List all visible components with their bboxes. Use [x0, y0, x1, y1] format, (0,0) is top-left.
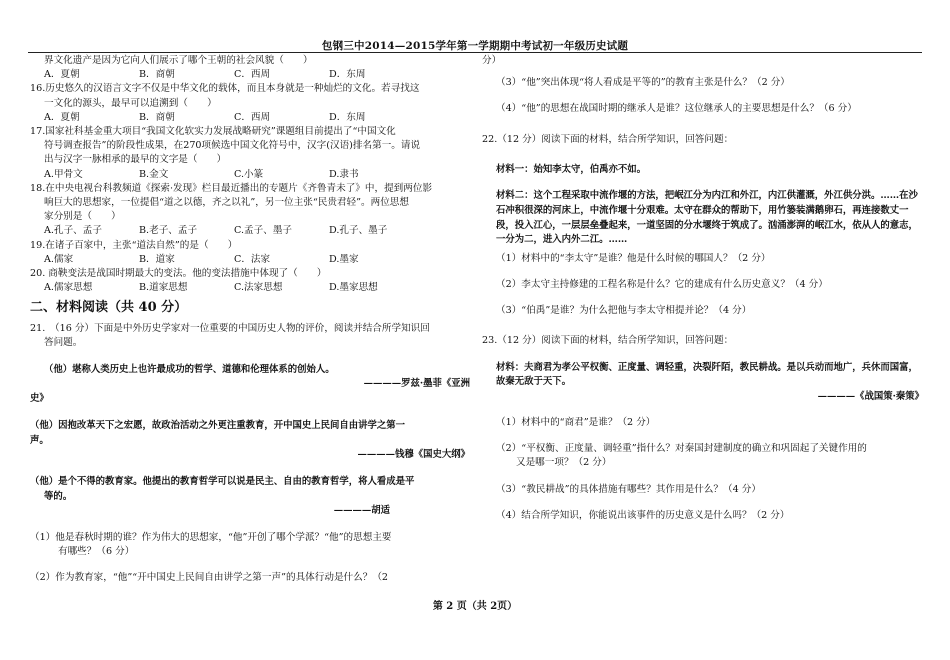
q22-sub2: （2）李太守主持修建的工程名称是什么？它的建成有什么历史意义？（4 分）	[496, 278, 828, 290]
q22-material-2: 材料二：这个工程采取中流作堰的方法，把岷江分为内江和外江，内江供灌溉，外江供分洪。……在沙石冲积很深的河床上，中流作堰十分艰难。太守在群众的帮助下，用竹篓装满鹅卵石，再连接数丈一段，投入江心，一层层垒叠起来，一道坚固的分水堰终于筑成了。汹涌澎湃的岷江水，依从人的意志，一分为二，进入内外二江。……	[496, 190, 918, 246]
header-divider	[28, 52, 922, 53]
q15-options	[30, 68, 470, 82]
q18-text: 响巨大的思想家，一位提倡“道之以德，齐之以礼”，另一位主张“民贵君轻”。两位思想	[44, 197, 409, 209]
option: A.儒家	[44, 253, 74, 265]
option: A.甲骨文	[44, 168, 83, 180]
q23-sub4: （4）结合所学知识，你能说出该事件的历史意义是什么吗？（2 分）	[496, 509, 790, 521]
option: A.儒家思想	[44, 282, 93, 294]
q17-text: 17.国家社科基金重大项目“我国文化软实力发展战略研究”课题组目前提出了“中国文化	[30, 126, 396, 138]
q19-text: 19.在诸子百家中，主张“道法自然”的是（ ）	[30, 239, 238, 251]
q21-sub2-cont: 分）	[482, 55, 502, 66]
q20-text: 20. 商鞅变法是战国时期最大的变法。他的变法措施中体现了（ ）	[30, 268, 327, 280]
q22-material-1: 材料一：始知李太守，伯禹亦不如。	[496, 163, 647, 175]
option: D.墨家	[329, 253, 359, 265]
option: D.墨家思想	[329, 282, 378, 294]
q21-text: 答问题。	[44, 336, 83, 348]
option: C.法家思想	[234, 282, 283, 294]
quote-qianmu: 声。	[30, 435, 49, 447]
q22-sub1: （1）材料中的“李太守”是谁？他是什么时候的哪国人？（2 分）	[496, 252, 771, 264]
q17-text: 出与汉字一脉相承的最早的文字是（ ）	[44, 154, 227, 166]
q16-options	[30, 111, 470, 125]
option: B．商朝	[139, 111, 175, 123]
quote-source: ————钱穆《国史大纲》	[357, 449, 470, 461]
quote-qianmu: （他）因抱改革天下之宏愿，故政治活动之外更注重教育，开中国史上民间自由讲学之第一	[30, 420, 406, 432]
q21-sub2: （2）作为教育家，“他”“开中国史上民间自由讲学之第一声”的具体行动是什么？（2	[30, 572, 389, 584]
q23-material: 材料：夫商君为孝公平权衡、正度量、调轻重，决裂阡陌，教民耕战。是以兵动而地广，兵休而国富，故秦无敌于天下。	[496, 361, 918, 388]
option: A．夏朝	[44, 69, 80, 81]
quote-source: ————罗兹·墨菲《亚洲	[363, 378, 470, 390]
option: C.孟子、墨子	[234, 225, 293, 237]
q23-sub2: 又是哪一项？（2 分）	[516, 457, 612, 469]
q18-text: 家分别是（ ）	[44, 211, 121, 223]
option: B.金文	[139, 168, 169, 180]
option: B．商朝	[139, 69, 175, 81]
option: C．法家	[234, 253, 271, 265]
option: D.隶书	[329, 168, 359, 180]
option: C．西周	[234, 69, 271, 81]
q22-sub3: （3）“伯禹”是谁？为什么把他与李太守相提并论？（4 分）	[496, 305, 752, 317]
option: C．西周	[234, 111, 271, 123]
q16-text: 16.历史悠久的汉语言文字不仅是中华文化的载体，而且本身就是一种灿烂的文化。若寻找这	[30, 83, 420, 95]
q18-options	[30, 224, 470, 238]
q23-text: 23.（12 分）阅读下面的材料，结合所学知识，回答问题：	[482, 335, 734, 347]
option: A.孔子、孟子	[44, 225, 102, 237]
quote-source: ————胡适	[333, 505, 390, 517]
page-title: 包钢三中2014—2015学年第一学期期中考试初一年级历史试题	[321, 40, 629, 52]
q20-options	[30, 281, 470, 295]
q17-text: 符号调查报告”的阶段性成果，在270项候选中国文化符号中，汉字(汉语)排名第一。请说	[44, 140, 421, 152]
q21-sub4: （4）“他”的思想在战国时期的继承人是谁？这位继承人的主要思想是什么？（6 分）	[496, 103, 857, 115]
q18-text: 18.在中央电视台科教频道《探索·发现》栏目最近播出的专题片《齐鲁青未了》中，提到两位影	[30, 182, 433, 194]
q21-text: 21. （16 分）下面是中外历史学家对一位重要的中国历史人物的评价，阅读并结合所学知识回	[30, 322, 430, 334]
q19-options	[30, 253, 470, 267]
quote-hushi: （他）是个不得的教育家。他提出的教育哲学可以说是民主、自由的教育哲学，将人看成是平	[30, 476, 415, 488]
q22-text: 22.（12 分）阅读下面的材料，结合所学知识，回答问题：	[482, 133, 734, 145]
q21-sub3: （3）“他”突出体现“将人看成是平等的”的教育主张是什么？（2 分）	[496, 77, 790, 89]
option: D．东周	[329, 111, 366, 123]
right-column	[482, 54, 924, 523]
option: B．道家	[139, 253, 175, 265]
option: D.孔子、墨子	[329, 225, 388, 237]
q23-sub3: （3）“教民耕战”的具体措施有哪些？其作用是什么？（4 分）	[496, 483, 761, 495]
quote-murphy: （他）堪称人类历史上也许最成功的哲学、道德和伦理体系的创始人。	[44, 364, 335, 376]
quote-source: 史》	[30, 393, 49, 405]
q23-sub1: （1）材料中的“商君”是谁？（2 分）	[496, 416, 656, 428]
left-column	[30, 54, 470, 585]
q16-text: 一文化的源头，最早可以追溯到（ ）	[44, 97, 217, 109]
section-heading: 二、材料阅读（共 40 分）	[30, 300, 188, 316]
q21-sub1: （1）他是春秋时期的谁？作为伟大的思想家，“他”开创了哪个学派？“他”的思想主要	[30, 531, 392, 543]
q23-sub2: （2）“平权衡、正度量、调轻重”指什么？对秦国封建制度的确立和巩固起了关键作用的	[496, 443, 867, 455]
q15-continuation: 界文化遗产是因为它向人们展示了哪个王朝的社会风貌（ ）	[44, 55, 313, 66]
q23-material-source: ————《战国策·秦策》	[817, 390, 924, 402]
option: D．东周	[329, 69, 366, 81]
page-number: 第 2 页（共 2页）	[432, 601, 518, 612]
option: B.道家思想	[139, 282, 188, 294]
q17-options	[30, 168, 470, 182]
option: C.小篆	[234, 168, 264, 180]
option: A．夏朝	[44, 111, 80, 123]
option: B.老子、孟子	[139, 225, 198, 237]
quote-hushi: 等的。	[44, 491, 73, 503]
q21-sub1: 有哪些？（6 分）	[58, 545, 135, 557]
